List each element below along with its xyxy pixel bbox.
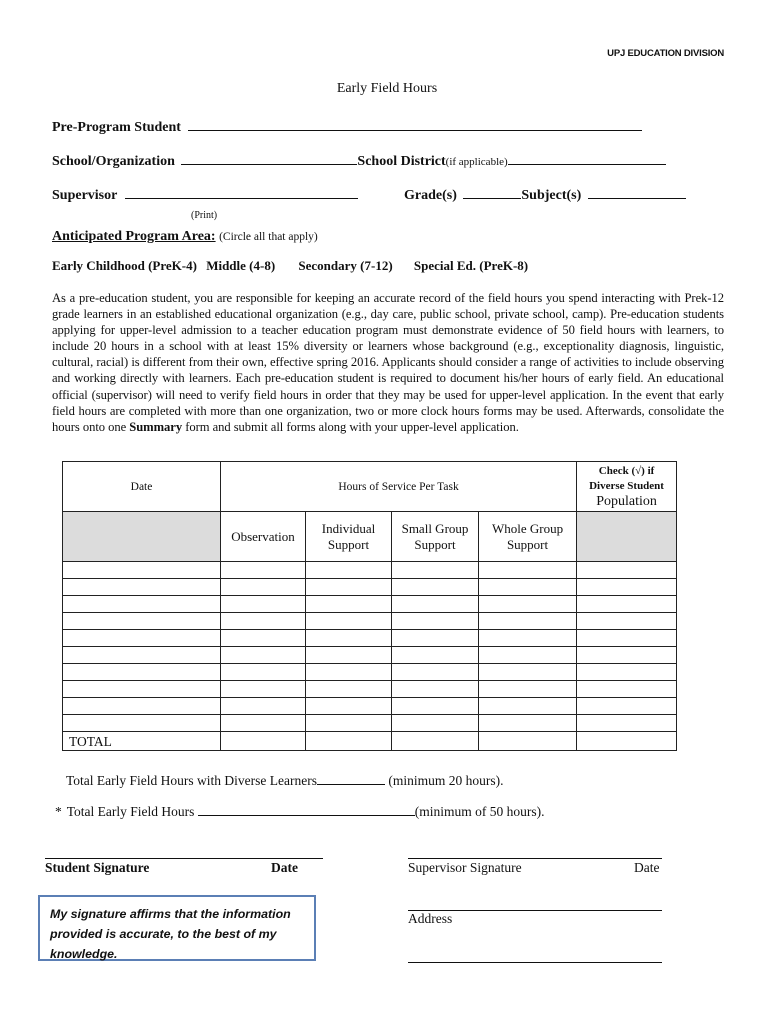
instructions-paragraph: [52, 290, 724, 435]
hours-cell[interactable]: [479, 647, 577, 664]
supervisor-field[interactable]: [125, 197, 358, 199]
check-cell[interactable]: [577, 698, 677, 715]
check-cell[interactable]: [577, 630, 677, 647]
program-area-label: Anticipated Program Area:: [52, 229, 216, 244]
school-row: [52, 154, 666, 170]
hours-cell[interactable]: [306, 596, 392, 613]
date-header: Date: [63, 462, 221, 512]
hours-cell[interactable]: [221, 613, 306, 630]
hours-cell[interactable]: [392, 596, 479, 613]
address-label: Address: [408, 911, 453, 926]
hours-cell[interactable]: [306, 664, 392, 681]
total-cell[interactable]: [221, 732, 306, 751]
date-cell[interactable]: [63, 698, 221, 715]
supervisor-row: [52, 188, 358, 204]
date-cell[interactable]: [63, 613, 221, 630]
table-subheader-row: [63, 512, 677, 562]
grades-label: Grade(s): [404, 188, 457, 203]
hours-cell[interactable]: [221, 647, 306, 664]
print-note: (Print): [191, 210, 218, 221]
hours-cell[interactable]: [479, 562, 577, 579]
address-line-2[interactable]: [408, 962, 662, 963]
hours-cell[interactable]: [221, 630, 306, 647]
table-row: [63, 681, 677, 698]
overall-total-field[interactable]: [198, 814, 415, 816]
hours-cell[interactable]: [306, 698, 392, 715]
hours-cell[interactable]: [479, 579, 577, 596]
district-field[interactable]: [508, 163, 666, 165]
hours-header: Hours of Service Per Task: [221, 462, 577, 512]
check-cell[interactable]: [577, 647, 677, 664]
hours-cell[interactable]: [392, 664, 479, 681]
total-cell[interactable]: [392, 732, 479, 751]
hours-cell[interactable]: [221, 664, 306, 681]
school-field[interactable]: [181, 163, 357, 165]
option-middle[interactable]: Middle (4-8): [206, 258, 276, 273]
program-area-row: [52, 229, 318, 245]
hours-cell[interactable]: [479, 681, 577, 698]
hours-cell[interactable]: [306, 715, 392, 732]
date-cell[interactable]: [63, 664, 221, 681]
check-header: [577, 462, 677, 512]
hours-cell[interactable]: [392, 715, 479, 732]
instructions-text-end: form and submit all forms along with your upper-level application.: [182, 419, 519, 434]
diverse-total-field[interactable]: [317, 783, 385, 785]
table-row: [63, 630, 677, 647]
diverse-total-label: Total Early Field Hours with Diverse Learners: [66, 773, 317, 788]
district-note: (if applicable): [445, 156, 508, 168]
hours-cell[interactable]: [479, 596, 577, 613]
individual-support-header: Individual Support: [306, 512, 392, 562]
hours-cell[interactable]: [221, 596, 306, 613]
check-cell[interactable]: [577, 681, 677, 698]
total-cell[interactable]: [577, 732, 677, 751]
overall-total-min: (minimum of 50 hours).: [414, 804, 545, 819]
district-label: School District: [357, 154, 446, 169]
option-secondary[interactable]: Secondary (7-12): [298, 258, 393, 273]
hours-cell[interactable]: [392, 579, 479, 596]
check-cell[interactable]: [577, 596, 677, 613]
hours-cell[interactable]: [306, 613, 392, 630]
hours-cell[interactable]: [479, 630, 577, 647]
hours-cell[interactable]: [221, 681, 306, 698]
program-options: [52, 258, 528, 274]
supervisor-signature-line[interactable]: [408, 858, 662, 859]
hours-cell[interactable]: [306, 647, 392, 664]
table-header-row: [63, 462, 677, 512]
student-signature-label: Student Signature: [45, 860, 150, 875]
observation-header: Observation: [221, 512, 306, 562]
hours-cell[interactable]: [392, 698, 479, 715]
hours-cell[interactable]: [392, 681, 479, 698]
diverse-total-row: [66, 773, 503, 789]
check-subheader: [577, 512, 677, 562]
total-row: [63, 732, 677, 751]
check-cell[interactable]: [577, 664, 677, 681]
division-label: UPJ EDUCATION DIVISION: [607, 48, 724, 59]
date-subheader: [63, 512, 221, 562]
table-row: [63, 647, 677, 664]
hours-cell[interactable]: [392, 613, 479, 630]
table-row: [63, 613, 677, 630]
supervisor-signature-label: Supervisor Signature: [408, 860, 522, 875]
total-label: TOTAL: [63, 732, 221, 751]
asterisk: *: [55, 804, 62, 819]
option-early-childhood[interactable]: Early Childhood (PreK-4): [52, 258, 197, 273]
hours-cell[interactable]: [306, 630, 392, 647]
whole-group-header: Whole Group Support: [479, 512, 577, 562]
student-label: Pre-Program Student: [52, 120, 181, 135]
hours-table: [62, 461, 677, 751]
student-signature-line[interactable]: [45, 858, 323, 859]
check-cell[interactable]: [577, 613, 677, 630]
hours-cell[interactable]: [221, 579, 306, 596]
hours-cell[interactable]: [306, 681, 392, 698]
hours-cell[interactable]: [392, 647, 479, 664]
subject-label: Subject(s): [521, 188, 582, 203]
small-group-header: Small Group Support: [392, 512, 479, 562]
date-cell[interactable]: [63, 715, 221, 732]
overall-total-row: [55, 804, 545, 820]
grades-field[interactable]: [463, 197, 521, 199]
page-title: Early Field Hours: [336, 81, 438, 96]
student-field[interactable]: [188, 129, 642, 131]
summary-bold: Summary: [129, 419, 183, 434]
diverse-total-min: (minimum 20 hours).: [388, 773, 504, 788]
check-header-line3: Population: [596, 494, 657, 509]
table-row: [63, 562, 677, 579]
hours-cell[interactable]: [479, 664, 577, 681]
overall-total-label: Total Early Field Hours: [66, 804, 195, 819]
hours-cell[interactable]: [306, 579, 392, 596]
date-cell[interactable]: [63, 596, 221, 613]
subject-field[interactable]: [588, 197, 686, 199]
date-cell[interactable]: [63, 562, 221, 579]
hours-cell[interactable]: [479, 613, 577, 630]
hours-cell[interactable]: [479, 698, 577, 715]
total-cell[interactable]: [479, 732, 577, 751]
table-row: [63, 579, 677, 596]
table-row: [63, 715, 677, 732]
hours-cell[interactable]: [221, 715, 306, 732]
supervisor-date-label: Date: [634, 860, 660, 875]
check-header-line1: Check (√) if: [598, 465, 655, 477]
table-row: [63, 698, 677, 715]
table-row: [63, 664, 677, 681]
hours-cell[interactable]: [306, 562, 392, 579]
hours-cell[interactable]: [479, 715, 577, 732]
hours-cell[interactable]: [221, 562, 306, 579]
date-cell[interactable]: [63, 647, 221, 664]
hours-cell[interactable]: [392, 630, 479, 647]
check-cell[interactable]: [577, 579, 677, 596]
instructions-text: As a pre-education student, you are responsible for keeping an accurate record of the field hours you spend interacting with Prek-12 grade learners in an established educational organization (e.g., day care, public school, private school, camp). Pre-education students applying for upper-level admission to a teacher education program must demonstrate evidence of 50 field hours with learners, to include 20 hours in a school with at least 15% diversity or learners whose background (e.g., exceptionality diagnosis, linguistic, cultural, racial) is different from their own, effective spring 2016. Applicants should consider a range of activities to include observing and working directly with learners. Each pre-education student is required to document his/her hours of early field. An educational official (supervisor) will need to verify field hours in order that they may be used for upper-level application. In the event that early field hours are completed with more than one organization, two or more clock hours forms may be used. Afterwards, consolidate the hours onto one: [52, 291, 724, 434]
supervisor-label: Supervisor: [52, 188, 118, 203]
student-date-label: Date: [271, 860, 298, 875]
check-cell[interactable]: [577, 562, 677, 579]
check-cell[interactable]: [577, 715, 677, 732]
date-cell[interactable]: [63, 630, 221, 647]
school-label: School/Organization: [52, 154, 175, 169]
program-area-note: (Circle all that apply): [219, 231, 318, 243]
total-cell[interactable]: [306, 732, 392, 751]
date-cell[interactable]: [63, 579, 221, 596]
table-row: [63, 596, 677, 613]
option-special-ed[interactable]: Special Ed. (PreK-8): [413, 258, 529, 273]
check-header-line2: Diverse Student: [589, 480, 664, 492]
hours-cell[interactable]: [221, 698, 306, 715]
affirmation-box: My signature affirms that the information provided is accurate, to the best of my knowledge.: [38, 895, 316, 961]
hours-cell[interactable]: [392, 562, 479, 579]
date-cell[interactable]: [63, 681, 221, 698]
grade-subject-row: [404, 188, 686, 204]
student-row: [52, 120, 642, 136]
